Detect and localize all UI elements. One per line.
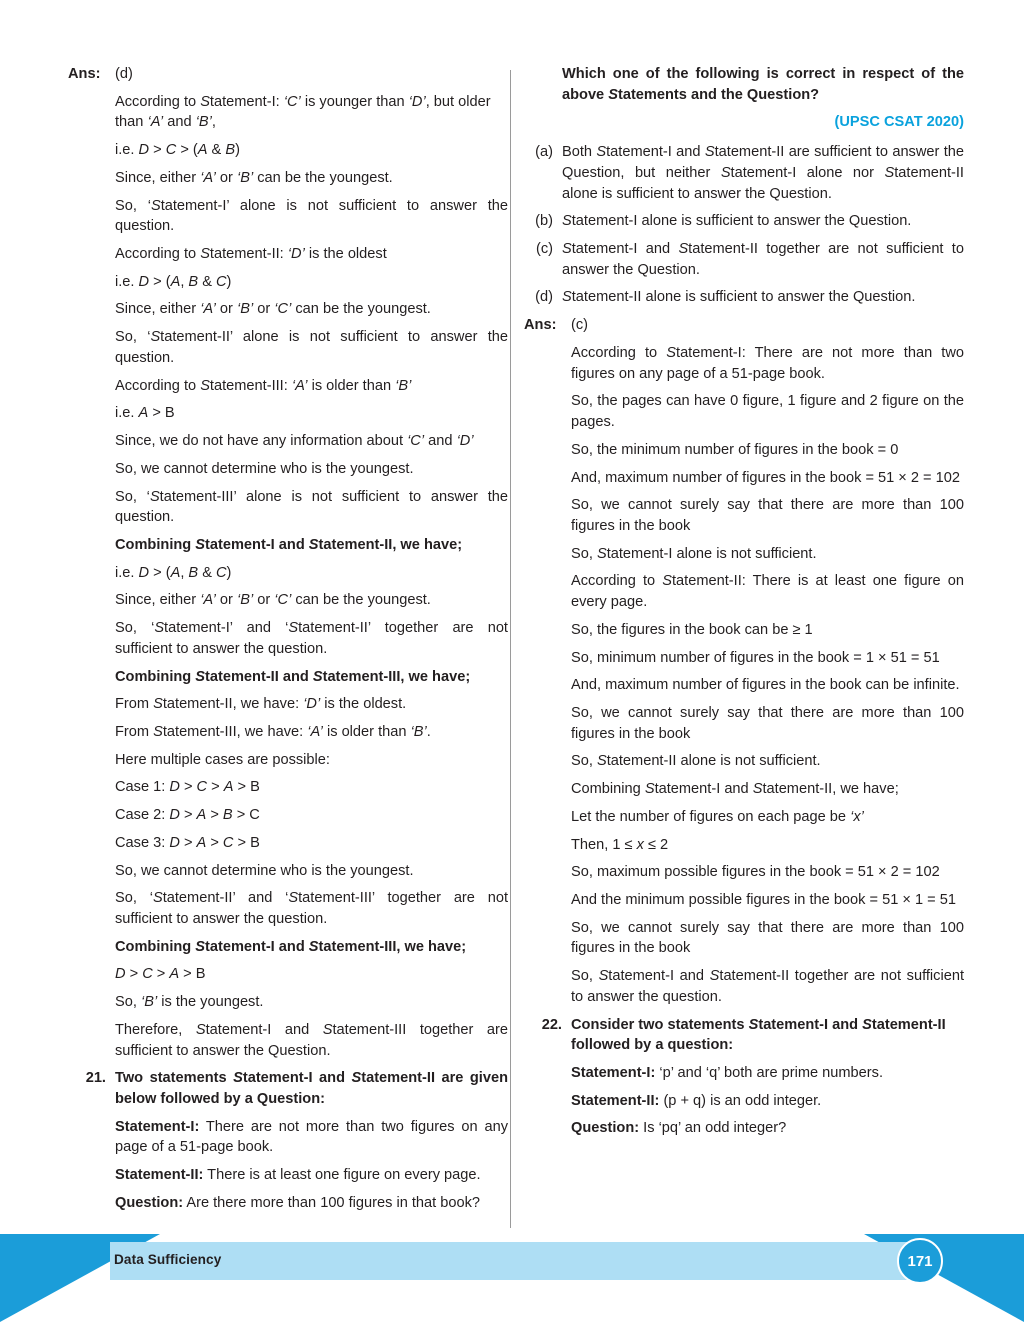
explanation-line: So, Statement-I alone is not sufficient. [571,545,817,562]
question-number: 22. [541,1016,562,1033]
chapter-title: Data Sufficiency [114,1252,222,1267]
explanation-line: Combining Statement-I and Statement-II, we have; [571,781,899,798]
question-text: Is ‘pq’ an odd integer? [639,1120,787,1137]
explanation-line: Since, either ‘A’ or ‘B’ or ‘C’ can be the youngest. [115,592,431,609]
question-number: 21. [85,1070,106,1087]
option-a[interactable] [524,142,964,204]
option-key: (d) [535,289,553,306]
explanation-line: Here multiple cases are possible: [115,751,330,768]
statement-1-text: ‘p’ and ‘q’ both are prime numbers. [655,1065,883,1082]
explanation-line: Then, 1 ≤ x ≤ 2 [571,836,669,853]
statement-2-label: Statement-II: [115,1167,204,1184]
option-prompt: Which one of the following is correct in respect of the above Statements and the Question? [562,66,964,103]
option-d[interactable] [524,287,964,308]
explanation-line: So, ‘Statement-I’ alone is not sufficient to answer the question. [115,197,509,235]
option-text: Both Statement-I and Statement-II are sufficient to answer the Question, but neither Statement-I alone nor Statement-II alone is sufficient to answer the Question. [562,144,964,202]
explanation-line: According to Statement-I: There are not more than two figures on any page of a 51-page book. [571,344,964,382]
question-prompt [115,1193,508,1214]
explanation-line: i.e. A > B [115,405,175,422]
answer-row-21 [524,315,964,336]
explanation-line: So, we cannot determine who is the youngest. [115,460,414,477]
explanation-line: So, we cannot surely say that there are more than 100 figures in the book [571,704,964,742]
explanation-line: So, ‘Statement-I’ and ‘Statement-II’ together are not sufficient to answer the question. [115,620,508,657]
statement-2-text: (p + q) is an odd integer. [659,1092,822,1109]
explanation-line: From Statement-III, we have: ‘A’ is older than ‘B’. [115,723,431,740]
explanation-line: Since, either ‘A’ or ‘B’ or ‘C’ can be the youngest. [115,301,431,318]
explanation-line: According to Statement-II: There is at least one figure on every page. [571,573,964,611]
explanation-line: D > C > A > B [115,966,206,983]
statement-2 [571,1091,964,1112]
explanation-line: According to Statement-I: ‘C’ is younger than ‘D’, but older than ‘A’ and ‘B’, [115,93,491,131]
explanation-line: Therefore, Statement-I and Statement-III together are sufficient to answer the Question. [115,1021,508,1059]
option-text: Statement-II alone is sufficient to answer the Question. [562,289,916,306]
statement-1-label: Statement-I: [115,1118,200,1135]
explanation-line: So, we cannot determine who is the youngest. [115,862,414,879]
explanation-line: So, Statement-II alone is not sufficient. [571,753,821,770]
answer-label: Ans: [524,317,557,334]
explanation-line: So, the figures in the book can be ≥ 1 [571,621,813,638]
option-key: (a) [535,144,553,161]
case-line: Case 3: D > A > C > B [115,834,260,851]
option-key: (c) [535,241,553,258]
statement-1 [571,1063,964,1084]
option-b[interactable] [524,211,964,232]
explanation-line: So, maximum possible figures in the book = 51 × 2 = 102 [571,864,940,881]
combining-heading: Combining Statement-II and Statement-III, we have; [115,668,471,685]
left-column [68,64,508,1221]
answer-row-20 [68,64,508,85]
statement-1 [115,1117,508,1158]
option-c[interactable] [524,239,964,280]
question-text: Are there more than 100 figures in that book? [183,1194,481,1211]
explanation-line: So, minimum number of figures in the book = 1 × 51 = 51 [571,649,940,666]
question-21 [68,1068,508,1109]
combining-heading: Combining Statement-I and Statement-II, we have; [115,536,463,553]
answer-label: Ans: [68,66,101,82]
explanation-line: So, we cannot surely say that there are more than 100 figures in the book [571,497,964,534]
page-number-badge: 171 [897,1238,943,1284]
explanation-line: And the minimum possible figures in the book = 51 × 1 = 51 [571,892,956,908]
explanation-line: According to Statement-III: ‘A’ is older than ‘B’ [115,377,412,394]
question-22 [524,1015,964,1056]
explanation-line: So, Statement-I and Statement-II together are not sufficient to answer the question. [571,968,964,1005]
explanation-line: So, we cannot surely say that there are more than 100 figures in the book [571,919,964,957]
footer-band [110,1242,914,1280]
option-text: Statement-I and Statement-II together are not sufficient to answer the Question. [562,241,964,278]
explanation-line: i.e. D > (A, B & C) [115,564,232,581]
question-label: Question: [571,1120,640,1137]
explanation-line: So, ‘Statement-III’ alone is not sufficient to answer the question. [115,488,509,526]
explanation-line: So, the pages can have 0 figure, 1 figure and 2 figure on the pages. [571,393,964,431]
explanation-line: So, ‘Statement-II’ and ‘Statement-III’ together are not sufficient to answer the question. [115,890,509,927]
option-text: Statement-I alone is sufficient to answer the Question. [562,213,912,230]
explanation-line: i.e. D > C > (A & B) [115,142,240,159]
right-column [524,64,964,1146]
explanation-line: From Statement-II, we have: ‘D’ is the oldest. [115,696,407,713]
answer-value: (d) [115,66,133,82]
question-stem: Two statements Statement-I and Statement-II are given below followed by a Question: [115,1070,508,1108]
explanation-line: So, ‘Statement-II’ alone is not sufficient to answer the question. [115,329,509,366]
combining-heading: Combining Statement-I and Statement-III, we have; [115,938,467,955]
explanation-line: i.e. D > (A, B & C) [115,273,232,290]
statement-2-text: There is at least one figure on every page. [203,1167,481,1184]
question-stem: Consider two statements Statement-I and Statement-II followed by a question: [571,1016,946,1054]
answer-value: (c) [571,317,589,334]
option-key: (b) [535,213,553,230]
case-line: Case 1: D > C > A > B [115,779,260,796]
statement-2-label: Statement-II: [571,1092,660,1109]
explanation-line: And, maximum number of figures in the book can be infinite. [571,677,960,694]
case-line: Case 2: D > A > B > C [115,807,260,824]
question-prompt [571,1118,964,1139]
explanation-line: Since, we do not have any information about ‘C’ and ‘D’ [115,433,474,450]
explanation-line: Let the number of figures on each page be ‘x’ [571,808,864,825]
explanation-line: So, ‘B’ is the youngest. [115,994,264,1011]
page-footer [0,1234,1024,1322]
statement-2 [115,1165,508,1186]
explanation-line: And, maximum number of figures in the book = 51 × 2 = 102 [571,469,960,486]
exam-source: (UPSC CSAT 2020) [834,114,964,131]
statement-1-label: Statement-I: [571,1065,656,1082]
explanation-line: Since, either ‘A’ or ‘B’ can be the youngest. [115,169,393,186]
page-content [0,64,1024,1224]
column-divider [510,70,511,1228]
statement-1-text: There are not more than two figures on any page of a 51-page book. [115,1118,508,1156]
question-label: Question: [115,1194,184,1211]
explanation-line: According to Statement-II: ‘D’ is the oldest [115,246,387,263]
explanation-line: So, the minimum number of figures in the book = 0 [571,441,899,458]
